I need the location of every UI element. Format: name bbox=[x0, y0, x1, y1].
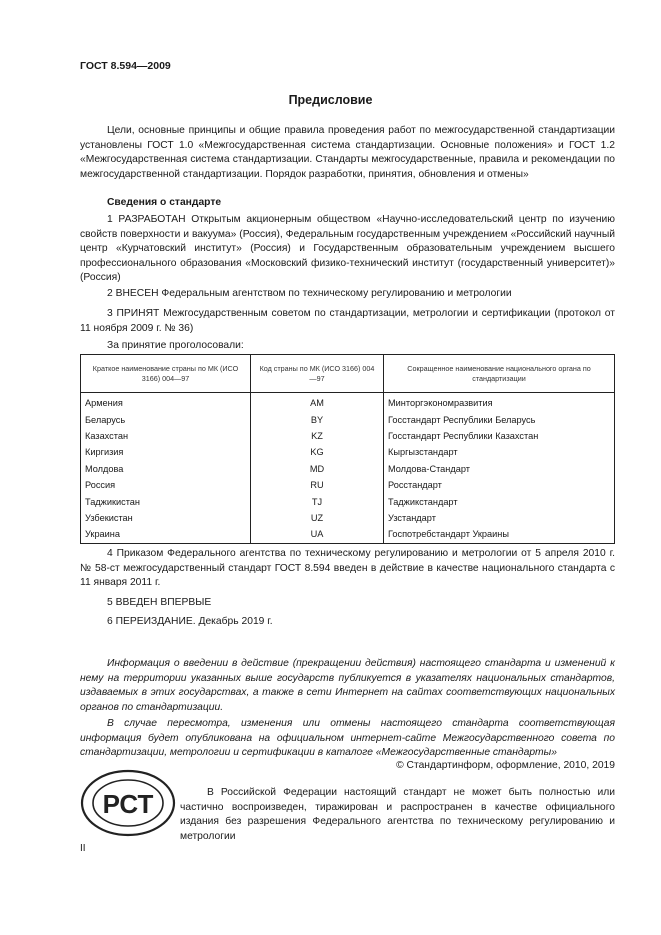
table-row bbox=[81, 510, 615, 526]
country-code: RU bbox=[251, 477, 384, 493]
country-name: Беларусь bbox=[81, 411, 251, 427]
standards-body: Молдова-Стандарт bbox=[384, 461, 615, 477]
section-heading: Сведения о стандарте bbox=[107, 197, 222, 208]
table-row bbox=[81, 428, 615, 444]
info-paragraph-2: В случае пересмотра, изменения или отмены настоящего стандарта соответствующая информация будет опубликована на официальном интернет-сайте Межгосударственного совета по стандартизации, метрологии и сертификации в каталоге «Межгосударственные стандарты» bbox=[80, 718, 615, 759]
countries-table bbox=[80, 354, 615, 544]
country-code: MD bbox=[251, 461, 384, 477]
country-name: Узбекистан bbox=[81, 510, 251, 526]
standards-body: Госстандарт Республики Казахстан bbox=[384, 428, 615, 444]
table-row bbox=[81, 444, 615, 460]
country-code: KG bbox=[251, 444, 384, 460]
standards-body: Минторгэкономразвития bbox=[384, 393, 615, 412]
copyright: © Стандартинформ, оформление, 2010, 2019 bbox=[396, 760, 615, 771]
country-code: KZ bbox=[251, 428, 384, 444]
standards-body: Узстандарт bbox=[384, 510, 615, 526]
vote-label: За принятие проголосовали: bbox=[107, 340, 244, 351]
header-country-code: Код страны по МК (ИСО 3166) 004—97 bbox=[251, 355, 384, 393]
header-standards-body: Сокращенное наименование национального органа по стандартизации bbox=[384, 355, 615, 393]
table-row bbox=[81, 393, 615, 412]
country-code: UA bbox=[251, 526, 384, 543]
country-name: Киргизия bbox=[81, 444, 251, 460]
standards-body: Кыргызстандарт bbox=[384, 444, 615, 460]
country-name: Украина bbox=[81, 526, 251, 543]
country-name: Казахстан bbox=[81, 428, 251, 444]
intro-paragraph: Цели, основные принципы и общие правила проведения работ по межгосударственной стандартизации установлены ГОСТ 1.0 «Межгосударственная система стандартизации. Основные положения» и ГОСТ 1.2 «Межгосударственная система стандартизации. Стандарты межгосударственные, правила и рекомендации по межгосударственной стандартизации. Порядок разработки, принятия, обновления и отмены» bbox=[80, 125, 615, 180]
document-code: ГОСТ 8.594—2009 bbox=[80, 60, 171, 72]
table-header-row bbox=[81, 355, 615, 393]
rst-certification-logo bbox=[79, 768, 177, 838]
item-3-adopted: 3 ПРИНЯТ Межгосударственным советом по стандартизации, метрологии и сертификации (протокол от 11 ноября 2009 г. № 36) bbox=[80, 308, 615, 334]
standards-body: Госпотребстандарт Украины bbox=[384, 526, 615, 543]
country-code: TJ bbox=[251, 493, 384, 509]
page-number: II bbox=[80, 843, 86, 854]
table-row bbox=[81, 526, 615, 543]
country-name: Россия bbox=[81, 477, 251, 493]
info-paragraph-1: Информация о введении в действие (прекращении действия) настоящего стандарта и изменений к нему на территории указанных выше государств публикуется в указателях национальных стандартов, издаваемых в этих государствах, а также в сети Интернет на сайтах соответствующих национальных органов по стандартизации. bbox=[80, 658, 615, 713]
item-1-developed: 1 РАЗРАБОТАН Открытым акционерным обществом «Научно-исследовательский центр по изучению свойств поверхности и вакуума» (Россия), Федеральным государственным учреждением «Российский научный центр «Курчатовский институт» (Россия) и Государственным образовательным учреждением высшего профессионального образования «Московский физико-технический институт (государственный университет)» (Россия) bbox=[80, 214, 615, 284]
standards-body: Росстандарт bbox=[384, 477, 615, 493]
table-row bbox=[81, 477, 615, 493]
country-code: UZ bbox=[251, 510, 384, 526]
country-name: Молдова bbox=[81, 461, 251, 477]
logo-lettering: РСТ bbox=[102, 789, 154, 819]
item-6-reissue: 6 ПЕРЕИЗДАНИЕ. Декабрь 2019 г. bbox=[107, 616, 273, 627]
country-code: BY bbox=[251, 411, 384, 427]
item-2-submitted: 2 ВНЕСЕН Федеральным агентством по техническому регулированию и метрологии bbox=[107, 288, 512, 299]
item-4-order: 4 Приказом Федерального агентства по техническому регулированию и метрологии от 5 апреля 2010 г. № 58-ст межгосударственный стандарт ГОСТ 8.594 введен в действие в качестве национального стандарта с 11 января 2011 г. bbox=[80, 548, 615, 589]
standards-body: Таджикстандарт bbox=[384, 493, 615, 509]
page-title: Предисловие bbox=[288, 93, 373, 107]
item-5-first-introduced: 5 ВВЕДЕН ВПЕРВЫЕ bbox=[107, 597, 212, 608]
reproduction-notice: В Российской Федерации настоящий стандарт не может быть полностью или частично воспроизведен, тиражирован и распространен в качестве официального издания без разрешения Федерального агентства по техническому регулированию и метрологии bbox=[180, 787, 615, 842]
country-code: AM bbox=[251, 393, 384, 412]
country-name: Армения bbox=[81, 393, 251, 412]
table-row bbox=[81, 411, 615, 427]
standards-body: Госстандарт Республики Беларусь bbox=[384, 411, 615, 427]
table-row bbox=[81, 461, 615, 477]
country-name: Таджикистан bbox=[81, 493, 251, 509]
header-country-name: Краткое наименование страны по МК (ИСО 3166) 004—97 bbox=[81, 355, 251, 393]
table-row bbox=[81, 493, 615, 509]
